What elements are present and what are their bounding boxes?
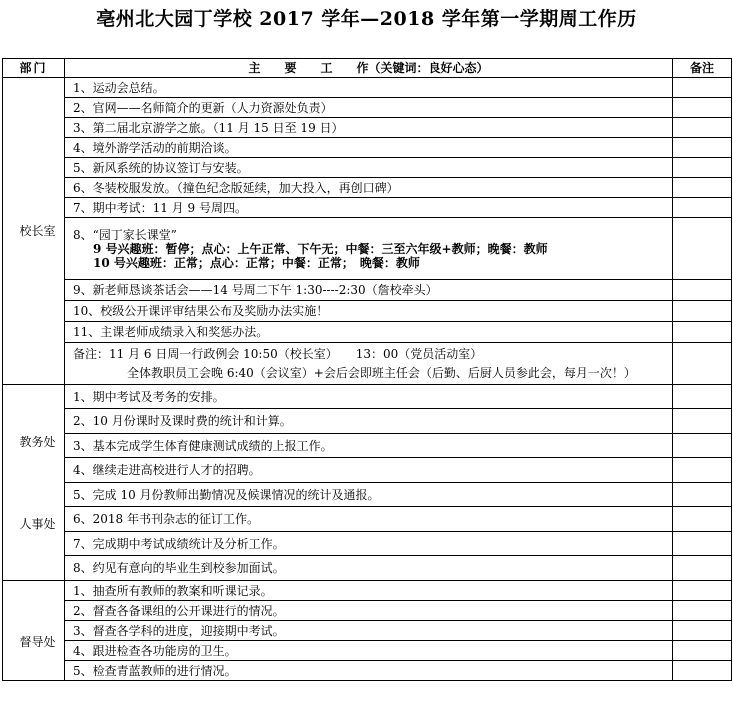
dept-academic-hr: [3, 385, 65, 581]
dept-hr: 人事处: [19, 516, 56, 531]
principal-note: [65, 343, 673, 385]
table-header-row: [3, 59, 732, 78]
parent-class-title: 8、“园丁家长课堂”: [73, 227, 177, 242]
work-item: 8、约见有意向的毕业生到校参加面试。: [65, 556, 673, 581]
table-row: [3, 385, 732, 409]
table-row: [3, 621, 732, 641]
remark-cell: [673, 78, 732, 98]
header-work: 主 要 工 作（关键词：良好心态）: [65, 59, 673, 78]
work-item: 3、基本完成学生体育健康测试成绩的上报工作。: [65, 434, 673, 458]
table-row: [3, 661, 732, 681]
work-item: 10、校级公开课评审结果公布及奖励办法实施！: [65, 301, 673, 322]
dept-principal: 校长室: [3, 78, 65, 385]
work-item: 5、新风系统的协议签订与安装。: [65, 158, 673, 178]
table-row: [3, 409, 732, 434]
remark-cell: [673, 409, 732, 434]
parent-class-day10: 10 号兴趣班：正常；点心：正常；中餐：正常； 晚餐：教师: [93, 255, 420, 270]
weekly-schedule-table: [2, 58, 732, 681]
remark-cell: [673, 601, 732, 621]
table-row: [3, 280, 732, 301]
table-row: [3, 138, 732, 158]
remark-cell: [673, 483, 732, 507]
work-item: 2、官网——名师简介的更新（人力资源处负责）: [65, 98, 673, 118]
remark-cell: [673, 507, 732, 532]
table-row: [3, 556, 732, 581]
work-item: 6、冬装校服发放。（撞色纪念版延续，加大投入，再创口碑）: [65, 178, 673, 198]
header-remark: 备注: [673, 59, 732, 78]
work-item: 5、完成 10 月份教师出勤情况及候课情况的统计及通报。: [65, 483, 673, 507]
remark-cell: [673, 556, 732, 581]
remark-cell: [673, 641, 732, 661]
table-row: [3, 322, 732, 343]
work-item: 2、督查各备课组的公开课进行的情况。: [65, 601, 673, 621]
page-title: 亳州北大园丁学校 2017 学年—2018 学年第一学期周工作历: [96, 8, 637, 30]
table-row: [3, 343, 732, 385]
work-item: 1、期中考试及考务的安排。: [65, 385, 673, 409]
dept-supervision: 督导处: [3, 581, 65, 681]
table-row: [3, 601, 732, 621]
table-row: [3, 158, 732, 178]
remark-cell: [673, 178, 732, 198]
work-item: 6、2018 年书刊杂志的征订工作。: [65, 507, 673, 532]
table-row: [3, 434, 732, 458]
remark-cell: [673, 322, 732, 343]
note-line-2: 全体教职员工会晚 6:40（会议室）+会后会即班主任会（后勤、后厨人员参此会，每月一次！）: [127, 365, 636, 380]
remark-cell: [673, 280, 732, 301]
note-line-1: 备注：11 月 6 日周一行政例会 10:50（校长室） 13：00（党员活动室）: [73, 346, 483, 361]
remark-cell: [673, 581, 732, 601]
remark-cell: [673, 532, 732, 556]
remark-cell: [673, 661, 732, 681]
work-item-parent-class: [65, 218, 673, 280]
work-item: 1、抽查所有教师的教案和听课记录。: [65, 581, 673, 601]
table-row: [3, 218, 732, 280]
work-item: 11、主课老师成绩录入和奖惩办法。: [65, 322, 673, 343]
remark-cell: [673, 218, 732, 280]
table-row: [3, 532, 732, 556]
table-row: [3, 458, 732, 483]
work-item: 7、期中考试：11 月 9 号周四。: [65, 198, 673, 218]
remark-cell: [673, 621, 732, 641]
remark-cell: [673, 118, 732, 138]
remark-cell: [673, 158, 732, 178]
work-item: 3、第二届北京游学之旅。（11 月 15 日至 19 日）: [65, 118, 673, 138]
work-item: 1、运动会总结。: [65, 78, 673, 98]
table-row: [3, 78, 732, 98]
table-row: [3, 641, 732, 661]
remark-cell: [673, 138, 732, 158]
remark-cell: [673, 98, 732, 118]
table-row: [3, 507, 732, 532]
table-row: [3, 301, 732, 322]
table-row: [3, 483, 732, 507]
table-row: [3, 118, 732, 138]
table-row: [3, 98, 732, 118]
header-dept: 部门: [3, 59, 65, 78]
table-row: [3, 198, 732, 218]
remark-cell: [673, 301, 732, 322]
work-item: 7、完成期中考试成绩统计及分析工作。: [65, 532, 673, 556]
work-item: 2、10 月份课时及课时费的统计和计算。: [65, 409, 673, 434]
work-item: 5、检查青蓝教师的进行情况。: [65, 661, 673, 681]
parent-class-day9: 9 号兴趣班：暂停；点心：上午正常、下午无；中餐：三至六年级+教师；晚餐：教师: [93, 241, 548, 256]
work-item: 9、新老师恳谈茶话会——14 号周二下午 1:30----2:30（詹校牵头）: [65, 280, 673, 301]
table-row: [3, 581, 732, 601]
work-item: 4、境外游学活动的前期洽谈。: [65, 138, 673, 158]
work-item: 4、继续走进高校进行人才的招聘。: [65, 458, 673, 483]
table-row: [3, 178, 732, 198]
remark-cell: [673, 434, 732, 458]
remark-cell: [673, 343, 732, 385]
remark-cell: [673, 458, 732, 483]
work-item: 4、跟进检查各功能房的卫生。: [65, 641, 673, 661]
work-item: 3、督查各学科的进度，迎接期中考试。: [65, 621, 673, 641]
remark-cell: [673, 198, 732, 218]
dept-academic: 教务处: [19, 434, 56, 449]
remark-cell: [673, 385, 732, 409]
